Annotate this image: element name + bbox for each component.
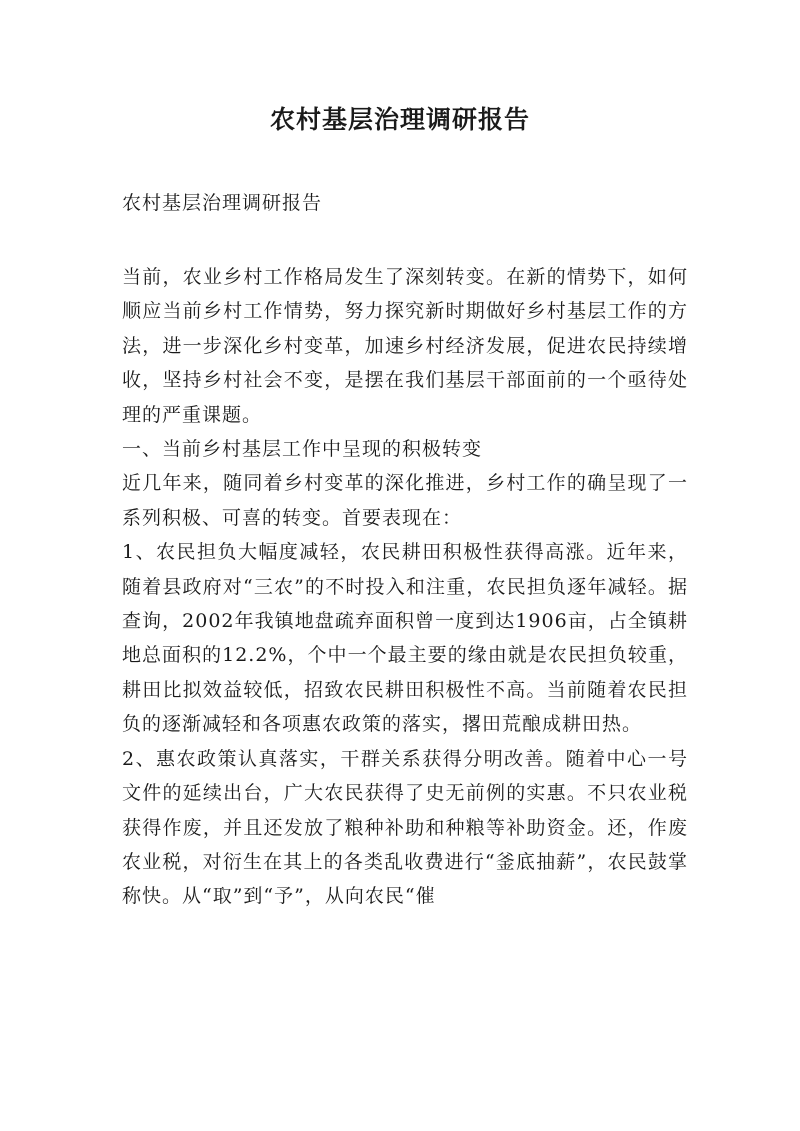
section-heading: 一、当前乡村基层工作中呈现的积极转变 bbox=[122, 438, 483, 461]
document-title: 农村基层治理调研报告 bbox=[269, 105, 530, 134]
document-subtitle: 农村基层治理调研报告 bbox=[122, 192, 323, 214]
paragraph-intro: 当前，农业乡村工作格局发生了深刻转变。在新的情势下，如何顺应当前乡村工作情势，努力探究新时期做好乡村基层工作的方法，进一步深化乡村变革，加速乡村经济发展，促进农民持续增收，坚持乡村社会不变，是摆在我们基层干部面前的一个亟待处理的严重课题。 bbox=[122, 266, 688, 426]
paragraph-point-2: 2、惠农政策认真落实，干群关系获得分明改善。随着中心一号文件的延续出台，广大农民获得了史无前例的实惠。不只农业税获得作废，并且还发放了粮种补助和种粮等补助资金。还，作废农业税，对衍生在其上的各类乱收费进行“釜底抽薪”，农民鼓掌称快。从“取”到“予”，从向农民“催 bbox=[122, 747, 688, 908]
paragraph-overview: 近几年来，随同着乡村变革的深化推进，乡村工作的确呈现了一系列积极、可喜的转变。首要表现在： bbox=[122, 472, 688, 529]
document-body bbox=[122, 260, 688, 914]
paragraph-point-1: 1、农民担负大幅度减轻，农民耕田积极性获得高涨。近年来，随着县政府对“三农”的不时投入和注重，农民担负逐年减轻。据查询，2002年我镇地盘疏弃面积曾一度到达1906亩，占全镇耕地总面积的12.2%，个中一个最主要的缘由就是农民担负较重，耕田比拟效益较低，招致农民耕田积极性不高。当前随着农民担负的逐渐减轻和各项惠农政策的落实，撂田荒酿成耕田热。 bbox=[122, 541, 688, 736]
